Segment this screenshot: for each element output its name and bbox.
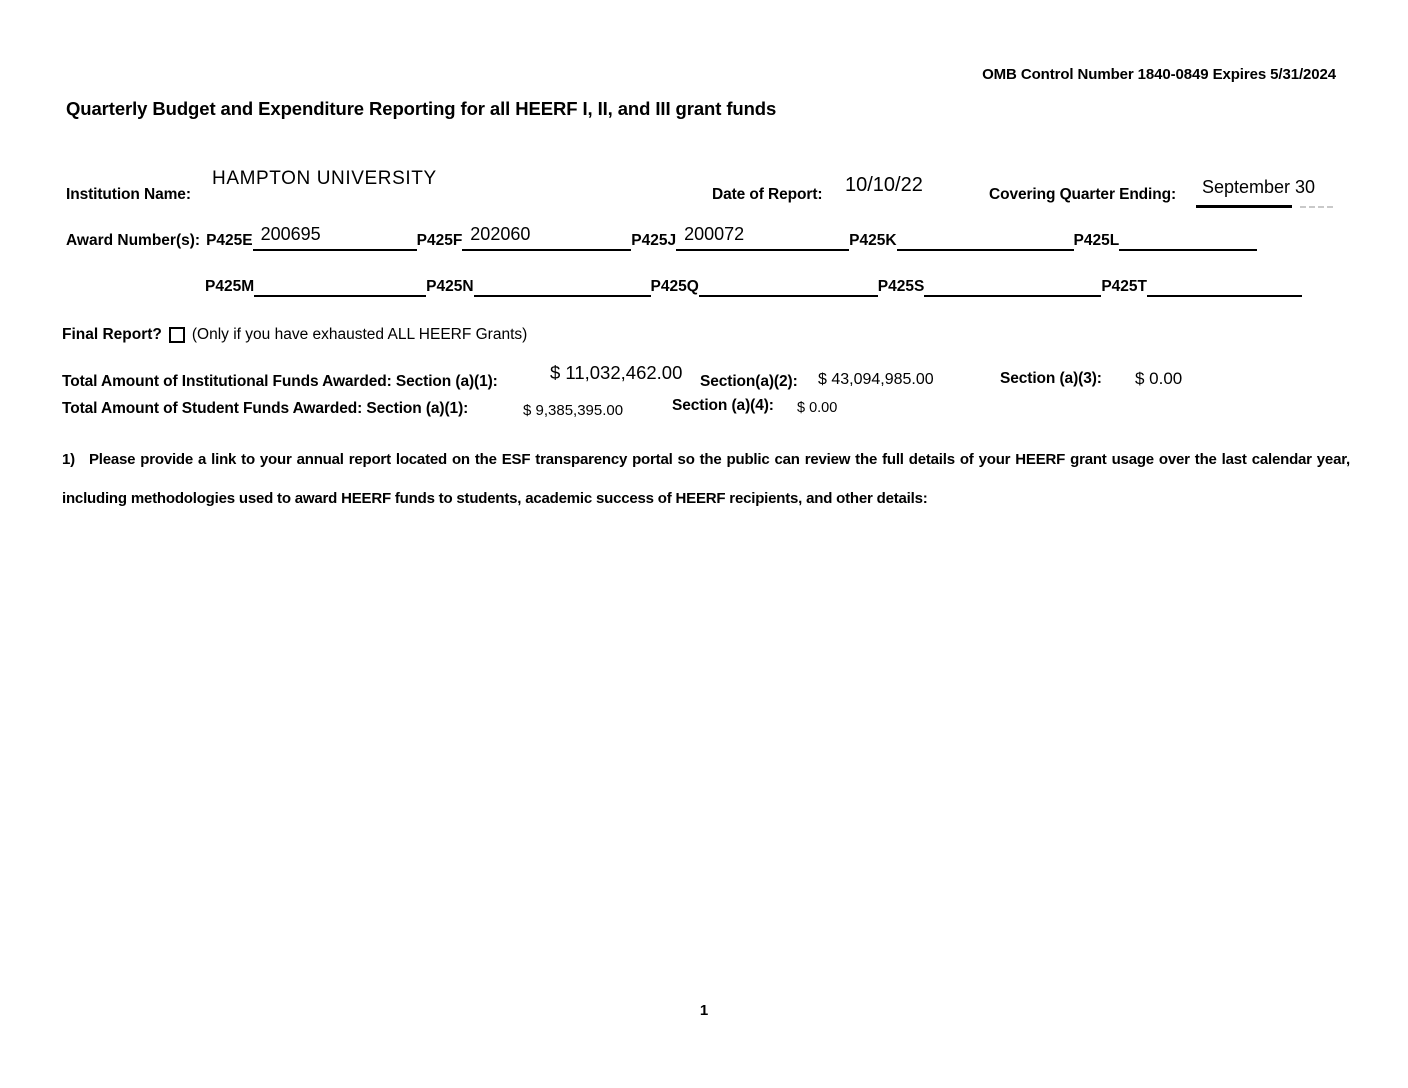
award-code-p425q: P425Q (650, 278, 699, 295)
award-code-p425n: P425N (426, 278, 474, 295)
award-code-p425t: P425T (1101, 278, 1148, 295)
award-value-p425j: 200072 (684, 224, 745, 244)
section-a4-value: $ 0.00 (797, 400, 838, 416)
award-value-p425e: 200695 (260, 224, 321, 244)
award-numbers-row-1 (66, 221, 1257, 251)
institutional-funds-label: Total Amount of Institutional Funds Awarded: Section (a)(1): (62, 373, 498, 390)
award-field-p425k (897, 223, 1074, 251)
question-1-text: Please provide a link to your annual report located on the ESF transparency portal so the public can review the full details of your HEERF grant usage over the last calendar year, including methodologies used to award HEERF funds to students, academic success of HEERF recipients, and other details: (62, 451, 1350, 507)
omb-control-number: OMB Control Number 1840-0849 Expires 5/31/2024 (982, 66, 1336, 83)
award-code-p425f: P425F (416, 232, 463, 249)
date-of-report-value: 10/10/22 (845, 174, 923, 196)
section-a2-label: Section(a)(2): (700, 373, 798, 390)
award-field-p425q (699, 269, 878, 297)
section-a2-value: $ 43,094,985.00 (818, 371, 934, 388)
award-field-p425t (1147, 269, 1302, 297)
final-report-label: Final Report? (62, 326, 162, 343)
award-field-p425e (253, 223, 417, 251)
award-field-p425m (254, 269, 426, 297)
award-numbers-row-2 (205, 267, 1302, 297)
award-code-p425e: P425E (206, 232, 253, 249)
award-field-p425n (474, 269, 651, 297)
question-1-number: 1) (62, 451, 75, 468)
final-report-note: (Only if you have exhausted ALL HEERF Grants) (191, 326, 528, 343)
award-field-p425j (676, 223, 849, 251)
award-field-p425l (1119, 223, 1257, 251)
final-report-checkbox[interactable] (169, 327, 185, 343)
covering-quarter-value: September 30 (1202, 177, 1316, 197)
covering-quarter-label: Covering Quarter Ending: (989, 186, 1177, 203)
student-funds-value: $ 9,385,395.00 (523, 402, 624, 419)
award-code-p425j: P425J (631, 232, 677, 249)
award-numbers-label: Award Number(s): (66, 232, 201, 249)
page-number: 1 (699, 1002, 709, 1019)
section-a4-label: Section (a)(4): (672, 397, 774, 414)
final-report-row (62, 326, 527, 344)
institution-name-label: Institution Name: (66, 186, 191, 203)
date-of-report-label: Date of Report: (712, 186, 823, 203)
document-title: Quarterly Budget and Expenditure Reporting for all HEERF I, II, and III grant funds (66, 98, 777, 119)
student-funds-label: Total Amount of Student Funds Awarded: Section (a)(1): (62, 400, 469, 417)
section-a3-value: $ 0.00 (1135, 369, 1183, 388)
institution-name-value: HAMPTON UNIVERSITY (212, 168, 437, 189)
award-field-p425s (924, 269, 1101, 297)
award-value-p425f: 202060 (470, 224, 531, 244)
section-a3-label: Section (a)(3): (1000, 370, 1102, 387)
award-code-p425k: P425K (849, 232, 897, 249)
institutional-funds-value: $ 11,032,462.00 (550, 362, 683, 383)
award-field-p425f (462, 223, 631, 251)
award-code-p425s: P425S (877, 278, 925, 295)
award-code-p425l: P425L (1073, 232, 1120, 249)
question-1 (62, 441, 1350, 518)
covering-quarter-underline-dashed (1300, 206, 1333, 208)
covering-quarter-underline (1196, 205, 1292, 208)
award-code-p425m: P425M (205, 278, 255, 295)
